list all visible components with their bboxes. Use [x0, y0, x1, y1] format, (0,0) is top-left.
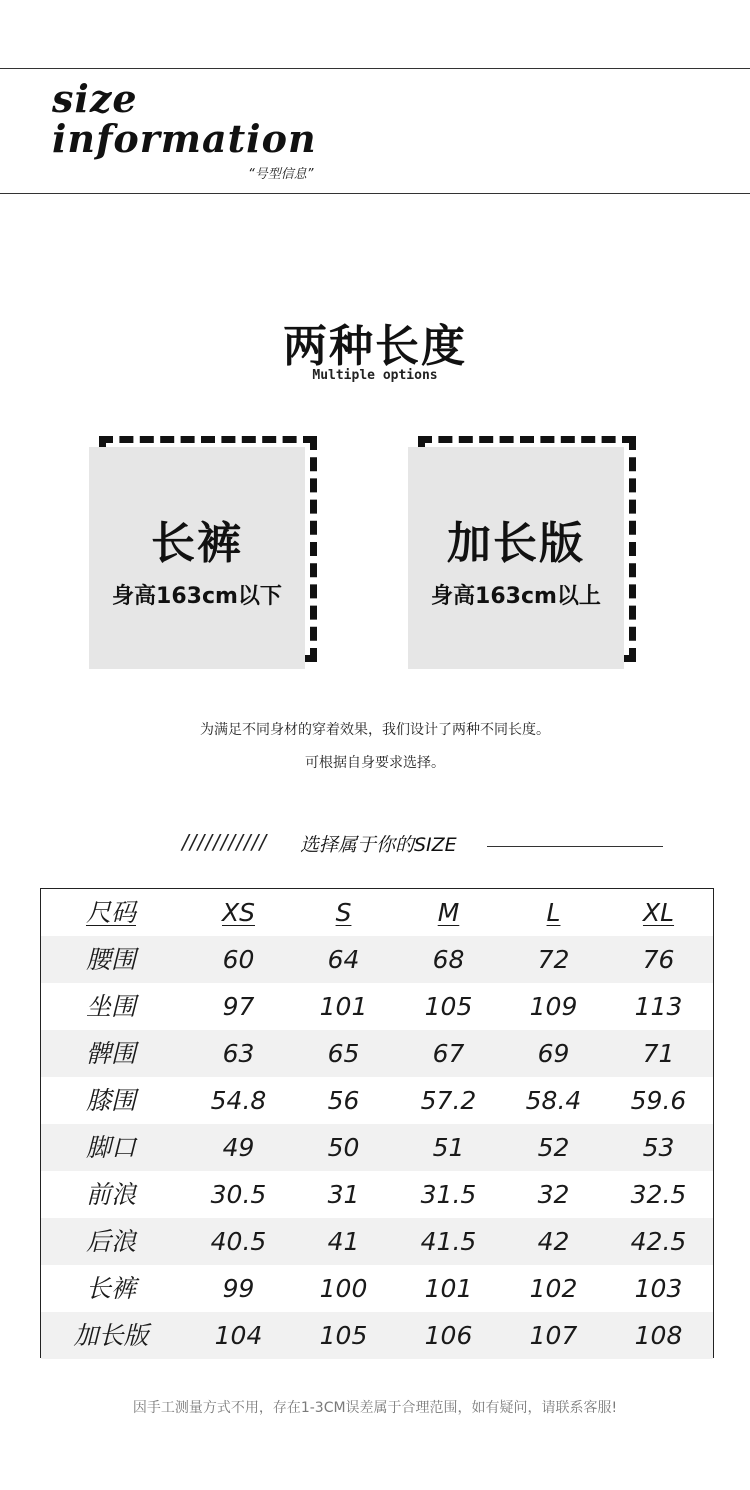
- option-height-range: 身高163cm以下: [112, 583, 282, 609]
- size-value-cell: 103: [634, 1274, 683, 1303]
- size-value-cell: 42.5: [630, 1227, 687, 1256]
- table-header-cell: M: [437, 898, 460, 927]
- table-row: [41, 1124, 713, 1171]
- table-row: [41, 1218, 713, 1265]
- row-label-cell: 前浪: [85, 1180, 136, 1209]
- size-value-cell: 102: [529, 1274, 578, 1303]
- size-value-cell: 106: [424, 1321, 473, 1350]
- measurement-disclaimer: 因手工测量方式不用，存在1-3CM误差属于合理范围，如有疑问，请联系客服!: [132, 1400, 618, 1416]
- size-value-cell: 109: [529, 992, 578, 1021]
- size-value-cell: 101: [424, 1274, 473, 1303]
- table-row: [41, 1265, 713, 1312]
- size-value-cell: 105: [319, 1321, 368, 1350]
- lengths-note-line1: 为满足不同身材的穿着效果，我们设计了两种不同长度。: [200, 722, 550, 738]
- size-value-cell: 63: [222, 1039, 255, 1068]
- size-value-cell: 51: [432, 1133, 465, 1162]
- size-value-cell: 65: [327, 1039, 360, 1068]
- size-value-cell: 50: [327, 1133, 360, 1162]
- size-value-cell: 54.8: [210, 1086, 267, 1115]
- size-value-cell: 107: [529, 1321, 578, 1350]
- table-header-cell: XL: [642, 898, 675, 927]
- table-row: [41, 1171, 713, 1218]
- decorative-slashes: ///////////: [182, 830, 268, 854]
- size-value-cell: 100: [319, 1274, 368, 1303]
- table-row: [41, 983, 713, 1030]
- table-row: [41, 1077, 713, 1124]
- size-value-cell: 32.5: [630, 1180, 687, 1209]
- lengths-subheading: Multiple options: [312, 368, 438, 383]
- row-label-cell: 腰围: [85, 945, 136, 974]
- title-subtitle: “号型信息”: [248, 167, 314, 182]
- size-value-cell: 52: [537, 1133, 570, 1162]
- option-name: 长裤: [151, 517, 243, 569]
- size-value-cell: 31: [327, 1180, 360, 1209]
- size-value-cell: 67: [432, 1039, 465, 1068]
- size-value-cell: 64: [327, 945, 360, 974]
- table-header-row: [41, 889, 713, 936]
- size-value-cell: 30.5: [210, 1180, 267, 1209]
- size-value-cell: 53: [642, 1133, 675, 1162]
- option-card-regular: [89, 436, 317, 662]
- size-value-cell: 42: [537, 1227, 570, 1256]
- table-header-cell: 尺码: [85, 898, 136, 927]
- size-value-cell: 59.6: [630, 1086, 687, 1115]
- size-value-cell: 57.2: [420, 1086, 477, 1115]
- option-card-long: [408, 436, 636, 662]
- row-label-cell: 后浪: [85, 1227, 136, 1256]
- size-value-cell: 104: [214, 1321, 263, 1350]
- row-label-cell: 膝围: [85, 1086, 136, 1115]
- option-card-body: [89, 447, 305, 669]
- size-value-cell: 41: [327, 1227, 360, 1256]
- option-height-range: 身高163cm以上: [431, 583, 601, 609]
- size-value-cell: 108: [634, 1321, 683, 1350]
- table-row: [41, 1030, 713, 1077]
- size-value-cell: 40.5: [210, 1227, 267, 1256]
- title-line-size: size: [52, 76, 138, 121]
- size-table: [40, 888, 714, 1358]
- table-header-cell: L: [546, 898, 561, 927]
- size-value-cell: 105: [424, 992, 473, 1021]
- size-value-cell: 68: [432, 945, 465, 974]
- table-row: [41, 936, 713, 983]
- size-title-rule: [487, 846, 663, 847]
- size-value-cell: 41.5: [420, 1227, 477, 1256]
- option-card-body: [408, 447, 624, 669]
- size-value-cell: 69: [537, 1039, 570, 1068]
- size-value-cell: 101: [319, 992, 368, 1021]
- row-label-cell: 长裤: [85, 1274, 136, 1303]
- header-bottom-divider: [0, 193, 750, 194]
- lengths-note-line2: 可根据自身要求选择。: [305, 755, 445, 771]
- top-divider: [0, 68, 750, 69]
- table-header-cell: S: [335, 898, 352, 927]
- size-value-cell: 113: [634, 992, 683, 1021]
- size-value-cell: 31.5: [420, 1180, 477, 1209]
- size-value-cell: 58.4: [525, 1086, 582, 1115]
- size-value-cell: 49: [222, 1133, 255, 1162]
- size-value-cell: 99: [222, 1274, 255, 1303]
- size-value-cell: 71: [642, 1039, 675, 1068]
- row-label-cell: 加长版: [73, 1321, 149, 1350]
- title-line-information: information: [52, 116, 317, 161]
- size-value-cell: 72: [537, 945, 570, 974]
- size-value-cell: 76: [642, 945, 675, 974]
- row-label-cell: 髀围: [85, 1039, 136, 1068]
- size-value-cell: 56: [327, 1086, 360, 1115]
- size-value-cell: 97: [222, 992, 255, 1021]
- table-row: [41, 1312, 713, 1359]
- size-value-cell: 60: [222, 945, 255, 974]
- table-header-cell: XS: [222, 898, 255, 927]
- lengths-heading: 两种长度: [283, 321, 467, 372]
- row-label-cell: 坐围: [85, 992, 136, 1021]
- row-label-cell: 脚口: [85, 1133, 136, 1162]
- option-name: 加长版: [447, 517, 585, 569]
- size-section-title: 选择属于你的SIZE: [300, 834, 457, 856]
- size-value-cell: 32: [537, 1180, 570, 1209]
